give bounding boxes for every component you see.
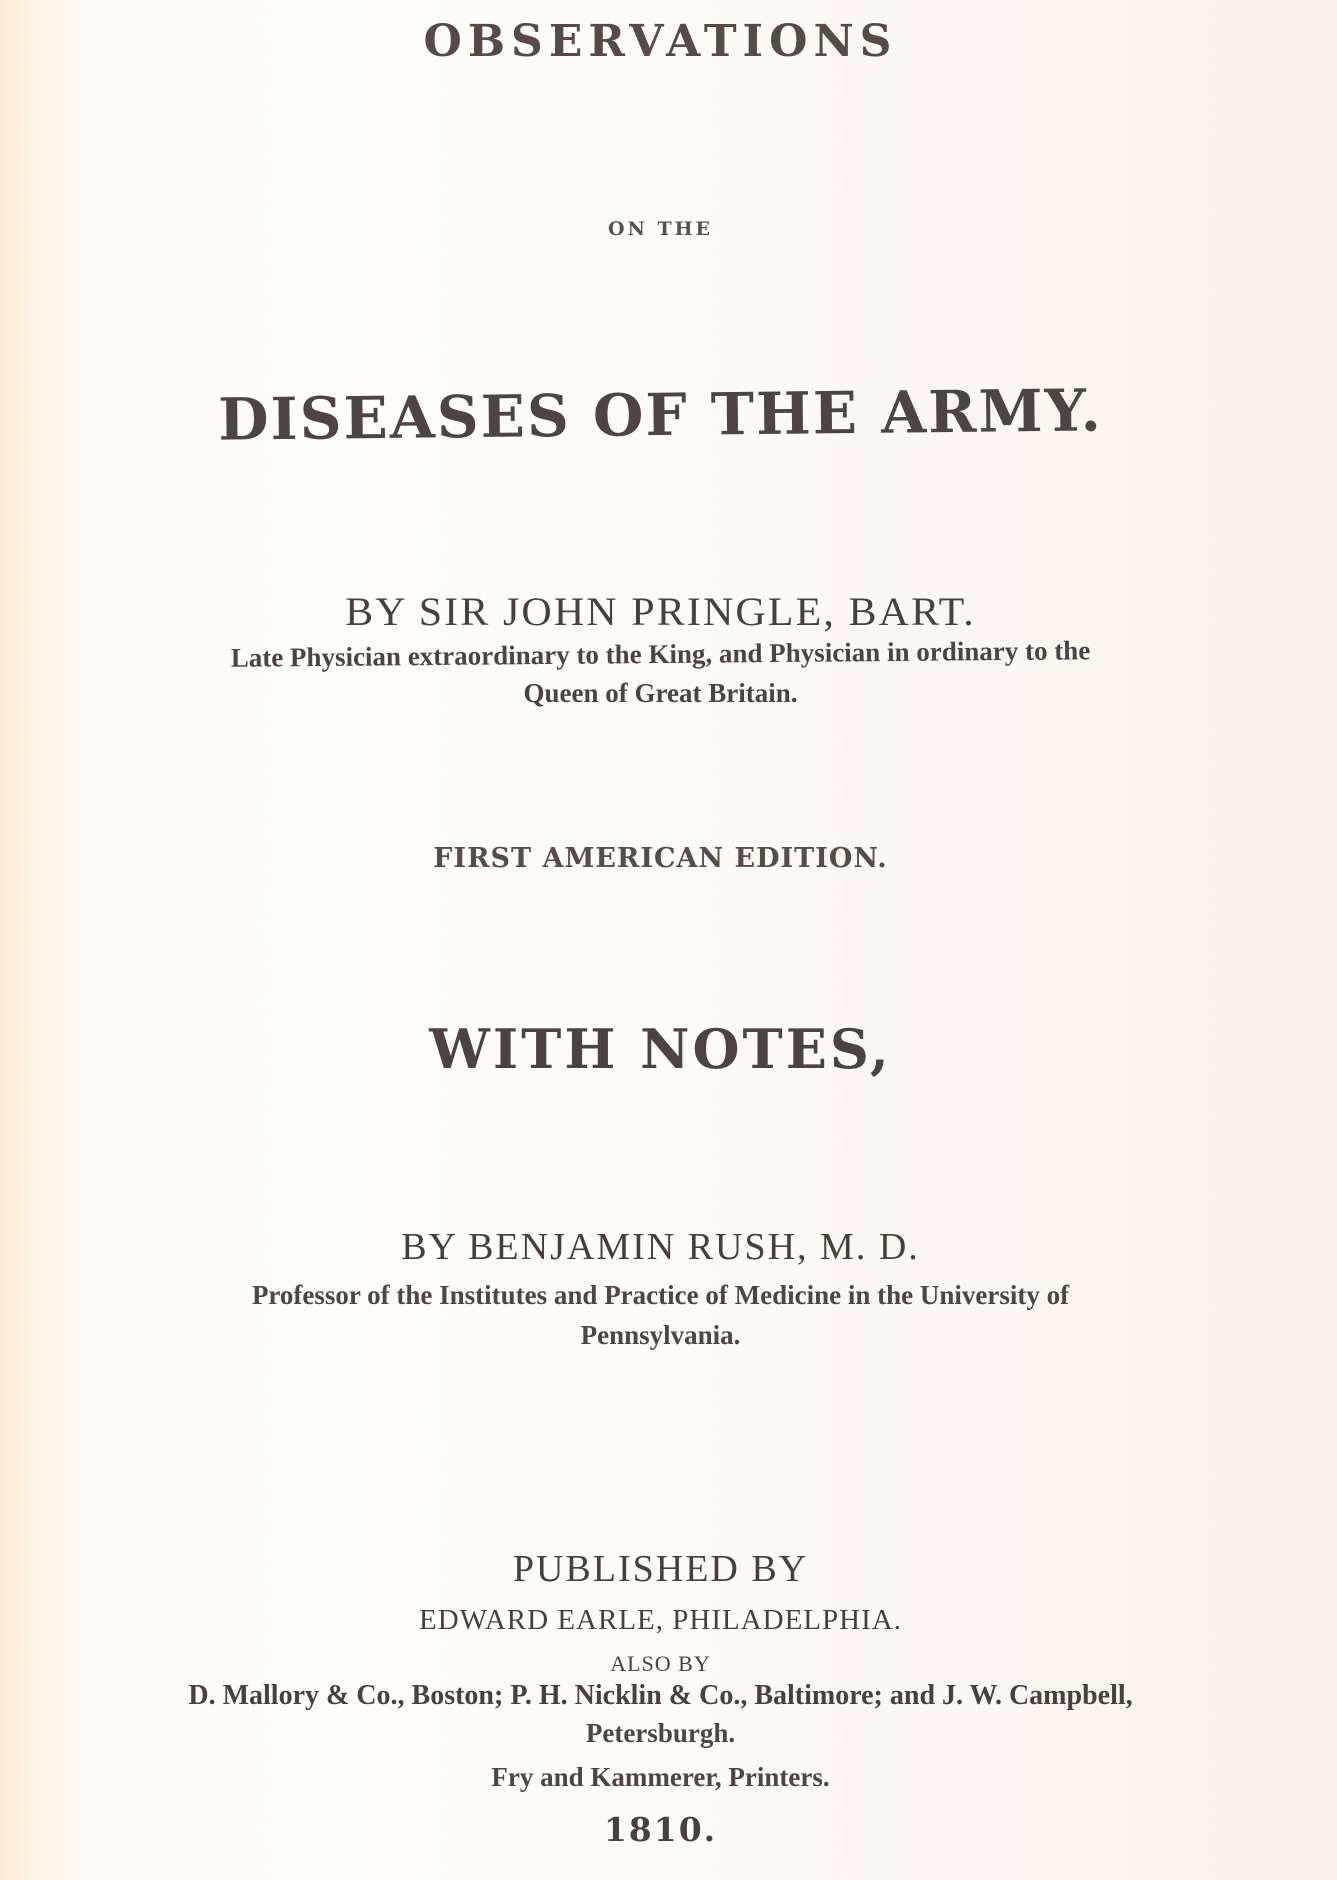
edition-statement: FIRST AMERICAN EDITION. <box>433 843 888 874</box>
published-by-label: PUBLISHED BY <box>512 1548 809 1590</box>
title-diseases-of-the-army: DISEASES OF THE ARMY. <box>217 376 1104 454</box>
title-observations: OBSERVATIONS <box>423 16 898 67</box>
title-on-the: ON THE <box>607 218 714 240</box>
publication-year: 1810. <box>603 1810 718 1849</box>
notes-heading: WITH NOTES, <box>429 1017 892 1081</box>
author-description-line2: Queen of Great Britain. <box>523 678 798 708</box>
author-description-line1: Late Physician extraordinary to the King, and Physician in ordinary to the <box>230 635 1091 673</box>
editor-description-line1: Professor of the Institutes and Practice of Medicine in the University of <box>251 1280 1070 1310</box>
editor-byline: BY BENJAMIN RUSH, M. D. <box>401 1226 920 1268</box>
agents-line2: Petersburgh. <box>585 1718 736 1748</box>
editor-description-line2: Pennsylvania. <box>580 1320 741 1350</box>
also-by-label: ALSO BY <box>610 1651 711 1676</box>
author-byline: BY SIR JOHN PRINGLE, BART. <box>345 589 976 634</box>
agents-line1: D. Mallory & Co., Boston; P. H. Nicklin & Co., Baltimore; and J. W. Campbell, <box>188 1680 1133 1711</box>
printers-line: Fry and Kammerer, Printers. <box>491 1762 830 1792</box>
publisher-name: EDWARD EARLE, PHILADELPHIA. <box>419 1604 902 1636</box>
